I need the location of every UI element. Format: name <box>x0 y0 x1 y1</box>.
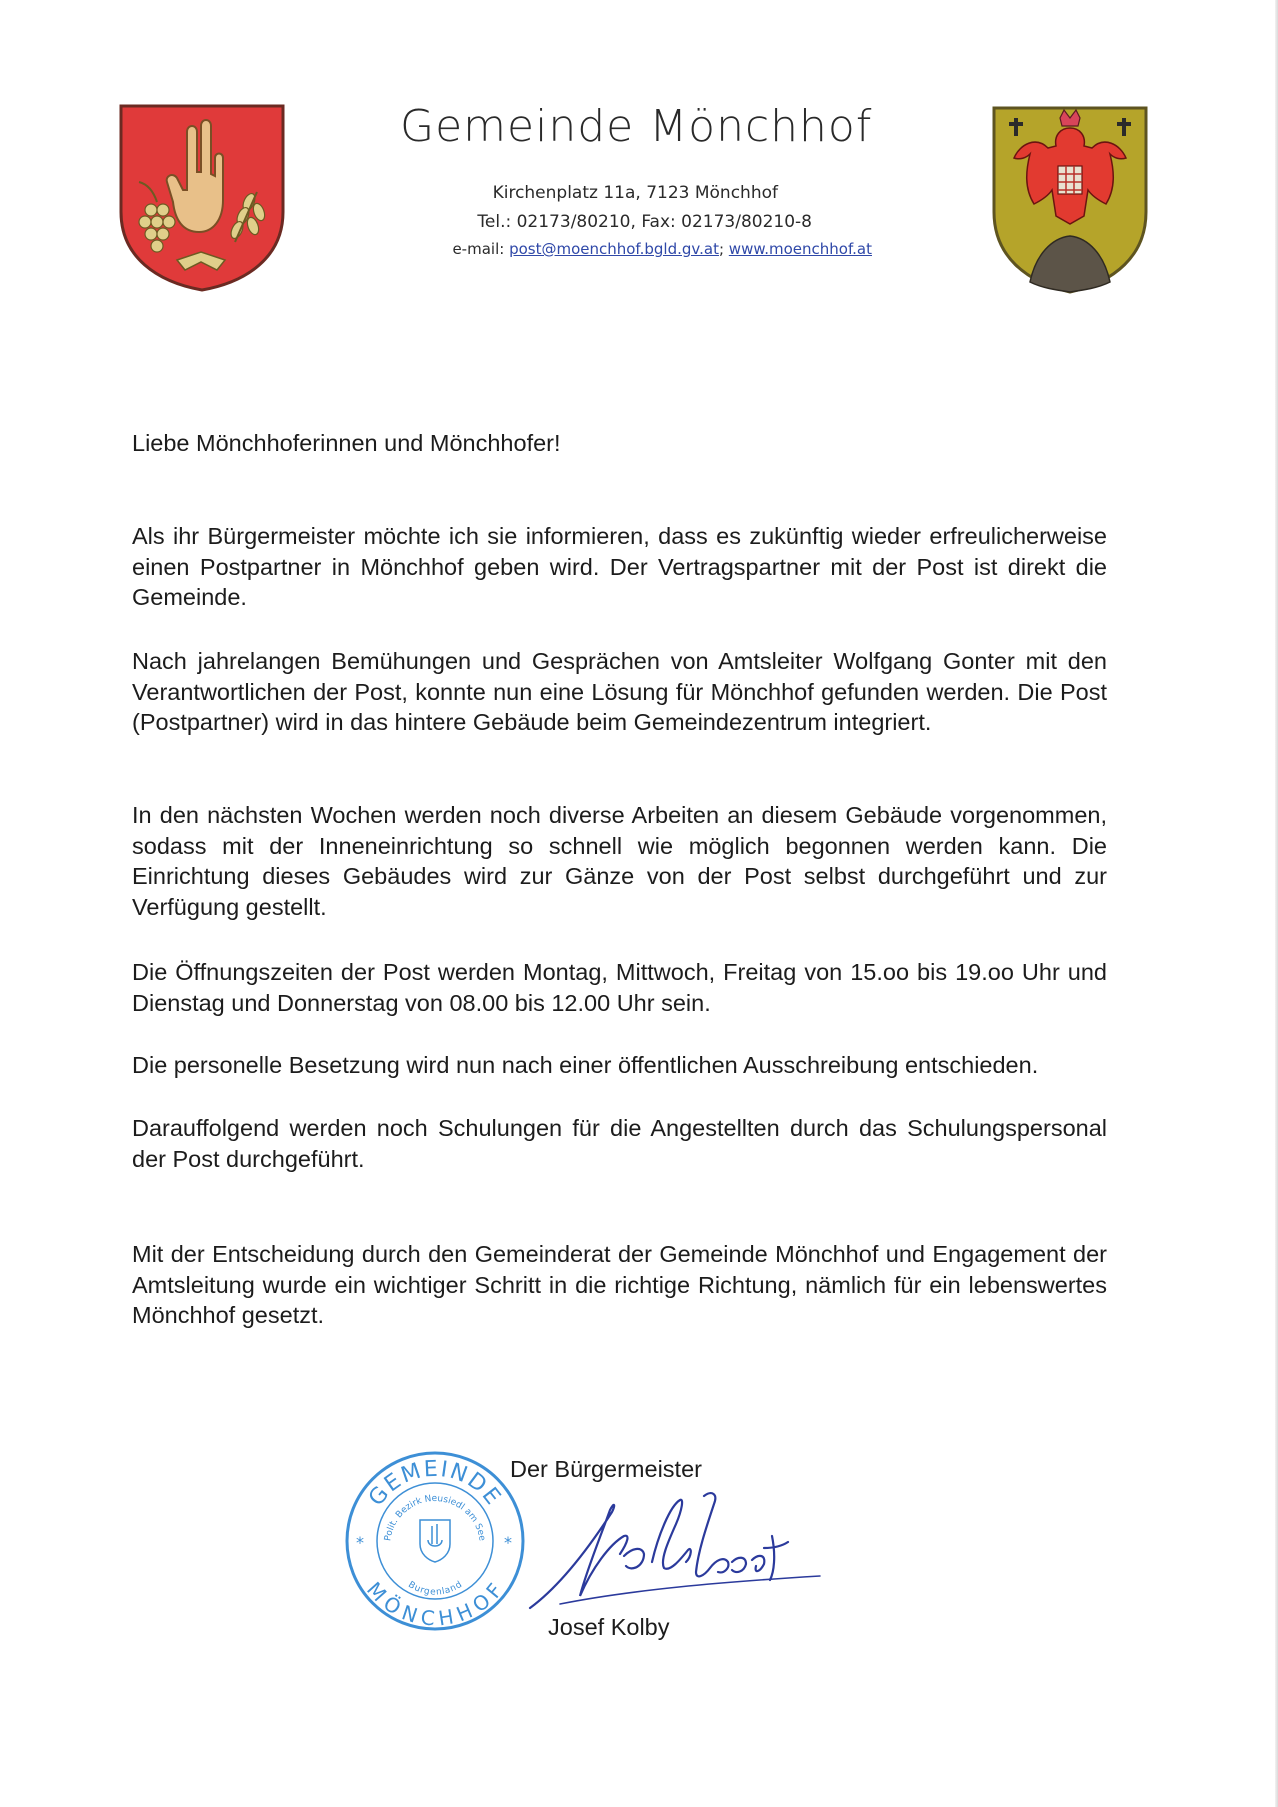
paragraph-opening-hours: Die Öffnungszeiten der Post werden Montag, Mittwoch, Freitag von 15.oo bis 19.oo Uhr und Dienstag und Donnerstag von 08.00 bis 12.00 Uhr sein. <box>132 959 1107 1016</box>
stamp-inner-top-text: Polit. Bezirk Neusiedl am See <box>383 1493 487 1542</box>
stamp-bottom-text: MÖNCHHOF <box>362 1577 509 1631</box>
fax-number: 02173/80210-8 <box>681 212 812 232</box>
email-link[interactable]: post@moenchhof.bgld.gv.at <box>509 240 719 258</box>
signature-title: Der Bürgermeister <box>510 1456 702 1482</box>
signatory-name: Josef Kolby <box>548 1614 670 1640</box>
website-link[interactable]: www.moenchhof.at <box>728 240 872 258</box>
phone-label: Tel.: <box>477 212 512 232</box>
svg-text:*: * <box>356 1533 364 1552</box>
svg-text:*: * <box>504 1533 512 1552</box>
municipality-title: Gemeinde Mönchhof <box>400 101 873 152</box>
municipality-address: Kirchenplatz 11a, 7123 Mönchhof <box>492 183 778 203</box>
coat-of-arms-burgenland <box>990 104 1150 294</box>
paragraph-training: Darauffolgend werden noch Schulungen für die Angestellten durch das Schulungspersonal der Post durchgeführt. <box>132 1115 1107 1172</box>
phone-number: 02173/80210 <box>516 212 631 232</box>
svg-text:Polit. Bezirk Neusiedl am See <box>383 1494 487 1542</box>
contact-phone-fax: Tel.: 02173/80210, Fax: 02173/80210-8 <box>477 212 812 232</box>
stamp-top-text: GEMEINDE <box>364 1456 507 1511</box>
contact-web: e-mail: post@moenchhof.bgld.gv.at; www.moenchhof.at <box>452 240 872 258</box>
paragraph-solution: Nach jahrelangen Bemühungen und Gesprächen von Amtsleiter Wolfgang Gonter mit den Verantwortlichen der Post, konnte nun eine Lösung für Mönchhof gefunden werden. Die Post (Postpartner) wird in das hintere Gebäude beim Gemeindezentrum integriert. <box>132 648 1107 735</box>
official-stamp <box>342 1448 528 1634</box>
email-label: e-mail: <box>452 240 505 258</box>
svg-text:MÖNCHHOF <box>362 1577 508 1630</box>
paragraph-works: In den nächsten Wochen werden noch diverse Arbeiten an diesem Gebäude vorgenommen, sodass mit der Inneneinrichtung so schnell wie möglich begonnen werden kann. Die Einrichtung dieses Gebäudes wird zur Gänze von der Post selbst durchgeführt und zur Verfügung gestellt. <box>132 802 1107 920</box>
fax-label: Fax: <box>641 212 676 232</box>
paragraph-conclusion: Mit der Entscheidung durch den Gemeinderat der Gemeinde Mönchhof und Engagement der Amtsleitung wurde ein wichtiger Schritt in die richtige Richtung, nämlich für ein lebenswertes Mönchhof gesetzt. <box>132 1241 1107 1328</box>
coat-of-arms-moenchhof <box>117 102 287 292</box>
paragraph-staffing: Die personelle Besetzung wird nun nach einer öffentlichen Ausschreibung entschieden. <box>132 1052 1039 1078</box>
letterhead <box>360 96 900 262</box>
greeting: Liebe Mönchhoferinnen und Mönchhofer! <box>132 430 561 456</box>
handwritten-signature <box>520 1476 840 1626</box>
paragraph-postpartner: Als ihr Bürgermeister möchte ich sie informieren, dass es zukünftig wieder erfreulicherweise einen Postpartner in Mönchhof geben wird. Der Vertragspartner mit der Post ist direkt die Gemeinde. <box>132 523 1107 610</box>
stamp-inner-bottom-text: Burgenland <box>406 1579 464 1598</box>
